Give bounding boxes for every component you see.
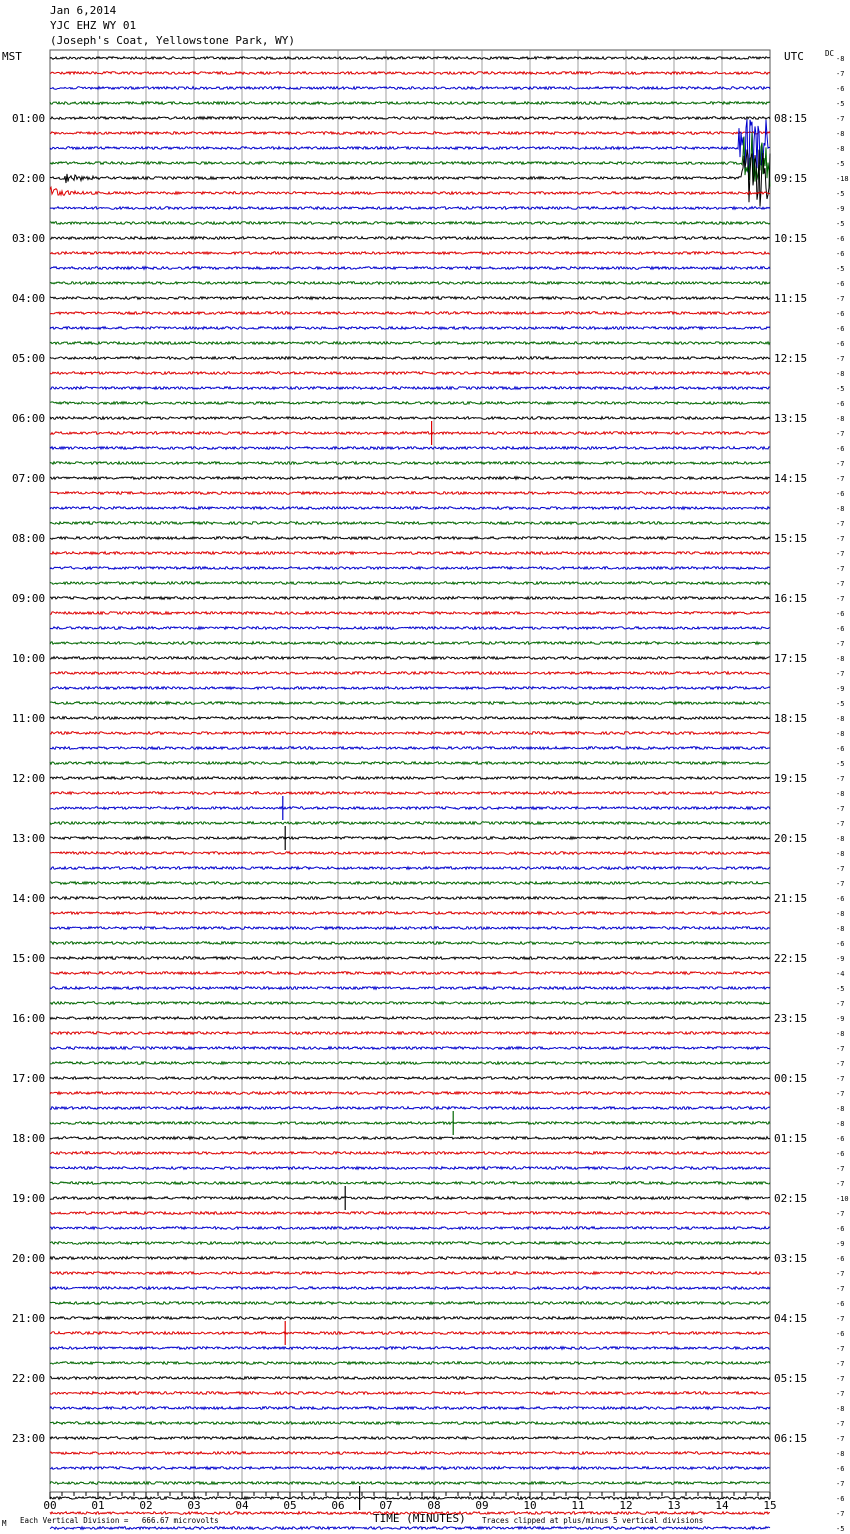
dc-offset-label: -7: [836, 70, 845, 78]
right-hour-label: 14:15: [774, 472, 808, 485]
seismic-trace: [50, 732, 770, 735]
seismic-trace: [50, 1122, 770, 1125]
dc-offset-label: -7: [836, 1075, 845, 1083]
x-tick-label: 01: [91, 1499, 105, 1512]
seismic-trace: [50, 642, 770, 645]
seismic-trace: [50, 912, 770, 915]
dc-offset-label: -7: [836, 820, 845, 828]
right-hour-label: 21:15: [774, 892, 808, 905]
seismic-trace: [50, 1137, 770, 1140]
dc-offset-label: -8: [836, 1405, 845, 1413]
left-hour-label: 23:00: [12, 1432, 46, 1445]
right-hour-label: 08:15: [774, 112, 808, 125]
seismic-trace: [50, 1437, 770, 1440]
seismic-trace: [50, 882, 770, 885]
right-hour-label: 11:15: [774, 292, 808, 305]
left-hour-label: 16:00: [12, 1012, 46, 1025]
left-hour-label: 13:00: [12, 832, 46, 845]
seismic-trace: [50, 237, 770, 240]
dc-offset-label: -7: [836, 1060, 845, 1068]
left-hour-label: 07:00: [12, 472, 46, 485]
plot-frame: [50, 50, 770, 1492]
dc-offset-label: -7: [836, 1180, 845, 1188]
x-tick-label: 12: [619, 1499, 633, 1512]
dc-offset-label: -8: [836, 1030, 845, 1038]
dc-offset-label: -8: [836, 715, 845, 723]
seismic-trace: [50, 1092, 770, 1095]
seismic-trace: [50, 1182, 770, 1185]
x-tick-label: 14: [715, 1499, 729, 1512]
seismic-trace: [50, 187, 770, 195]
seismic-trace: [50, 897, 770, 900]
right-hour-label: 12:15: [774, 352, 808, 365]
dc-offset-label: -6: [836, 235, 845, 243]
dc-offset-label: -9: [836, 1240, 845, 1248]
seismic-trace: [50, 1377, 770, 1380]
dc-offset-label: -8: [836, 850, 845, 858]
dc-offset-label: -8: [836, 655, 845, 663]
dc-offset-label: -7: [836, 475, 845, 483]
left-hour-label: 01:00: [12, 112, 46, 125]
dc-offset-label: -6: [836, 940, 845, 948]
right-hour-label: 20:15: [774, 832, 808, 845]
dc-offset-label: -6: [836, 1300, 845, 1308]
dc-offset-label: -7: [836, 565, 845, 573]
clip-note: Traces clipped at plus/minus 5 vertical divisions: [482, 1516, 704, 1525]
right-hour-label: 04:15: [774, 1312, 808, 1325]
left-hour-label: 21:00: [12, 1312, 46, 1325]
dc-offset-label: -6: [836, 625, 845, 633]
right-hour-label: 17:15: [774, 652, 808, 665]
right-hour-label: 15:15: [774, 532, 808, 545]
dc-offset-label: -6: [836, 85, 845, 93]
seismic-trace: [50, 507, 770, 510]
seismic-trace: [50, 687, 770, 690]
seismic-trace: [50, 1002, 770, 1005]
right-hour-label: 09:15: [774, 172, 808, 185]
dc-offset-label: -8: [836, 130, 845, 138]
right-timezone-label: UTC: [784, 50, 804, 63]
dc-offset-label: -6: [836, 250, 845, 258]
dc-offset-label: -7: [836, 595, 845, 603]
seismic-trace: [50, 1317, 770, 1320]
dc-offset-label: -7: [836, 1390, 845, 1398]
dc-offset-label: -6: [836, 1255, 845, 1263]
dc-offset-label: -18: [836, 175, 849, 183]
dc-offset-label: -5: [836, 985, 845, 993]
right-hour-label: 16:15: [774, 592, 808, 605]
dc-offset-label: -8: [836, 55, 845, 63]
seismic-trace: [50, 1077, 770, 1080]
left-hour-label: 06:00: [12, 412, 46, 425]
right-hour-label: 01:15: [774, 1132, 808, 1145]
dc-offset-label: -8: [836, 835, 845, 843]
dc-offset-label: -7: [836, 1360, 845, 1368]
seismic-trace: [50, 1197, 770, 1200]
dc-offset-label: -7: [836, 115, 845, 123]
left-hour-label: 12:00: [12, 772, 46, 785]
dc-offset-label: -7: [836, 640, 845, 648]
dc-offset-label: -8: [836, 370, 845, 378]
seismic-trace: [50, 1452, 770, 1455]
seismic-trace: [50, 1272, 770, 1275]
left-hour-label: 10:00: [12, 652, 46, 665]
dc-offset-label: -5: [836, 265, 845, 273]
seismic-trace: [50, 372, 770, 375]
seismic-trace: [50, 867, 770, 870]
seismic-trace: [50, 1212, 770, 1215]
x-tick-label: 02: [139, 1499, 153, 1512]
seismic-trace: [50, 1467, 770, 1470]
corner-mark: M: [2, 1519, 7, 1528]
seismic-trace: [50, 822, 770, 825]
seismic-trace: [50, 717, 770, 720]
x-tick-label: 04: [235, 1499, 249, 1512]
dc-offset-label: -8: [836, 145, 845, 153]
right-hour-label: 10:15: [774, 232, 808, 245]
seismic-trace: [50, 1392, 770, 1395]
dc-offset-label: -7: [836, 805, 845, 813]
dc-offset-label: -7: [836, 430, 845, 438]
seismic-trace: [50, 1527, 770, 1530]
right-hour-label: 05:15: [774, 1372, 808, 1385]
dc-offset-label: -7: [836, 1345, 845, 1353]
header-station: YJC EHZ WY 01: [50, 19, 137, 32]
dc-offset-label: -7: [836, 355, 845, 363]
seismic-trace: [50, 477, 770, 480]
seismic-trace: [50, 1497, 770, 1500]
seismic-trace: [50, 522, 770, 525]
dc-offset-label: -9: [836, 685, 845, 693]
dc-offset-label: -6: [836, 1465, 845, 1473]
seismic-trace: [50, 222, 770, 225]
dc-offset-label: -7: [836, 520, 845, 528]
seismic-trace: [50, 462, 770, 465]
dc-offset-label: -6: [836, 445, 845, 453]
seismic-trace: [50, 312, 770, 315]
seismic-trace: [50, 957, 770, 960]
dc-offset-label: -7: [836, 1165, 845, 1173]
seismic-trace: [50, 297, 770, 300]
dc-offset-label: -8: [836, 790, 845, 798]
dc-offset-label: -7: [836, 1285, 845, 1293]
dc-offset-label: -7: [836, 535, 845, 543]
right-hour-label: 18:15: [774, 712, 808, 725]
dc-offset-label: -6: [836, 340, 845, 348]
seismic-trace: [50, 582, 770, 585]
left-timezone-label: MST: [2, 50, 22, 63]
dc-offset-label: -7: [836, 880, 845, 888]
dc-offset-label: -8: [836, 925, 845, 933]
seismic-trace: [50, 1362, 770, 1365]
seismic-trace: [50, 762, 770, 765]
seismic-trace: [50, 1047, 770, 1050]
seismic-trace: [50, 837, 770, 840]
seismic-trace: [50, 387, 770, 390]
dc-offset-label: -5: [836, 220, 845, 228]
dc-offset-label: -7: [836, 1315, 845, 1323]
dc-offset-label: -5: [836, 700, 845, 708]
dc-offset-label: -5: [836, 1525, 845, 1533]
seismic-trace: [50, 87, 770, 90]
seismic-trace: [50, 102, 770, 105]
dc-offset-label: -8: [836, 1120, 845, 1128]
dc-label: DC: [825, 49, 835, 58]
seismic-trace: [50, 987, 770, 990]
seismic-trace: [50, 252, 770, 255]
right-hour-label: 22:15: [774, 952, 808, 965]
dc-offset-label: -8: [836, 1450, 845, 1458]
seismic-trace: [50, 117, 770, 120]
seismic-trace: [50, 807, 770, 810]
dc-offset-label: -7: [836, 1480, 845, 1488]
dc-offset-label: -6: [836, 490, 845, 498]
header-date: Jan 6,2014: [50, 4, 117, 17]
seismic-trace: [50, 447, 770, 450]
seismic-trace: [50, 972, 770, 975]
seismic-trace: [50, 567, 770, 570]
dc-offset-label: -6: [836, 1330, 845, 1338]
dc-offset-label: -8: [836, 1105, 845, 1113]
seismic-trace: [50, 492, 770, 495]
dc-offset-label: -9: [836, 1015, 845, 1023]
seismic-trace: [50, 852, 770, 855]
dc-offset-label: -7: [836, 1420, 845, 1428]
x-axis-label: TIME (MINUTES): [373, 1512, 466, 1525]
dc-offset-label: -7: [836, 1510, 845, 1518]
left-hour-label: 14:00: [12, 892, 46, 905]
left-hour-label: 15:00: [12, 952, 46, 965]
left-hour-label: 17:00: [12, 1072, 46, 1085]
seismic-trace: [50, 357, 770, 360]
left-hour-label: 22:00: [12, 1372, 46, 1385]
right-hour-label: 06:15: [774, 1432, 808, 1445]
x-tick-label: 05: [283, 1499, 297, 1512]
seismic-trace: [50, 1032, 770, 1035]
dc-offset-label: -7: [836, 865, 845, 873]
left-hour-label: 03:00: [12, 232, 46, 245]
dc-offset-label: -6: [836, 280, 845, 288]
seismic-trace: [50, 597, 770, 600]
seismic-trace: [50, 282, 770, 285]
seismic-trace: [50, 927, 770, 930]
right-hour-label: 02:15: [774, 1192, 808, 1205]
x-tick-label: 11: [571, 1499, 585, 1512]
left-hour-label: 05:00: [12, 352, 46, 365]
seismic-trace: [50, 612, 770, 615]
dc-offset-label: -4: [836, 970, 845, 978]
seismic-trace: [50, 327, 770, 330]
seismic-trace: [50, 432, 770, 435]
dc-offset-label: -7: [836, 460, 845, 468]
dc-offset-label: -6: [836, 1225, 845, 1233]
x-tick-label: 08: [427, 1499, 441, 1512]
seismic-trace: [50, 1287, 770, 1290]
dc-offset-label: -6: [836, 610, 845, 618]
dc-offset-label: -10: [836, 1195, 849, 1203]
left-hour-label: 04:00: [12, 292, 46, 305]
dc-offset-label: -7: [836, 1270, 845, 1278]
seismic-trace: [50, 1407, 770, 1410]
header-location: (Joseph's Coat, Yellowstone Park, WY): [50, 34, 296, 47]
seismic-trace: [50, 1227, 770, 1230]
dc-offset-label: -7: [836, 775, 845, 783]
dc-offset-label: -6: [836, 1150, 845, 1158]
dc-offset-label: -6: [836, 1135, 845, 1143]
dc-offset-label: -6: [836, 310, 845, 318]
dc-offset-label: -8: [836, 505, 845, 513]
seismic-trace: [50, 747, 770, 750]
dc-offset-label: -5: [836, 385, 845, 393]
seismic-trace: [50, 207, 770, 210]
dc-offset-label: -8: [836, 415, 845, 423]
left-hour-label: 11:00: [12, 712, 46, 725]
dc-offset-label: -7: [836, 580, 845, 588]
seismic-trace: [50, 627, 770, 630]
seismic-trace: [50, 657, 770, 660]
dc-offset-label: -6: [836, 1495, 845, 1503]
seismic-trace: [50, 417, 770, 420]
dc-offset-label: -9: [836, 205, 845, 213]
dc-offset-label: -6: [836, 895, 845, 903]
x-tick-label: 00: [43, 1499, 57, 1512]
seismic-trace: [50, 72, 770, 75]
x-tick-label: 15: [763, 1499, 777, 1512]
seismic-trace: [50, 777, 770, 780]
left-hour-label: 08:00: [12, 532, 46, 545]
dc-offset-label: -7: [836, 1045, 845, 1053]
seismic-trace: [50, 1257, 770, 1260]
dc-offset-label: -7: [836, 550, 845, 558]
dc-offset-label: -9: [836, 955, 845, 963]
dc-offset-label: -6: [836, 325, 845, 333]
seismic-trace: [50, 1482, 770, 1485]
right-hour-label: 19:15: [774, 772, 808, 785]
seismic-trace: [50, 1302, 770, 1305]
dc-offset-label: -5: [836, 760, 845, 768]
left-hour-label: 09:00: [12, 592, 46, 605]
x-tick-label: 07: [379, 1499, 393, 1512]
dc-offset-label: -5: [836, 190, 845, 198]
seismic-trace: [50, 792, 770, 795]
right-hour-label: 03:15: [774, 1252, 808, 1265]
right-hour-label: 00:15: [774, 1072, 808, 1085]
seismic-trace: [50, 132, 770, 135]
dc-offset-label: -6: [836, 745, 845, 753]
seismic-trace: [50, 552, 770, 555]
seismic-trace: [50, 1347, 770, 1350]
seismic-trace: [50, 57, 770, 60]
vertical-division-note: Each Vertical Division = 666.67 microvolts: [20, 1516, 219, 1525]
dc-offset-label: -7: [836, 1210, 845, 1218]
seismic-trace: [50, 942, 770, 945]
x-tick-label: 10: [523, 1499, 537, 1512]
seismic-trace: [50, 1107, 770, 1110]
seismic-trace: [50, 672, 770, 675]
dc-offset-label: -7: [836, 1435, 845, 1443]
x-tick-label: 13: [667, 1499, 681, 1512]
seismic-trace: [50, 1242, 770, 1245]
x-tick-label: 03: [187, 1499, 201, 1512]
dc-offset-label: -5: [836, 100, 845, 108]
right-hour-label: 13:15: [774, 412, 808, 425]
seismic-trace: [50, 402, 770, 405]
left-hour-label: 02:00: [12, 172, 46, 185]
dc-offset-label: -5: [836, 160, 845, 168]
left-hour-label: 18:00: [12, 1132, 46, 1145]
dc-offset-label: -7: [836, 1090, 845, 1098]
dc-offset-label: -6: [836, 400, 845, 408]
x-tick-label: 06: [331, 1499, 345, 1512]
seismic-trace: [50, 1332, 770, 1335]
dc-offset-label: -7: [836, 295, 845, 303]
dc-offset-label: -8: [836, 910, 845, 918]
x-tick-label: 09: [475, 1499, 489, 1512]
seismic-trace: [50, 150, 770, 207]
seismic-trace: [50, 1167, 770, 1170]
left-hour-label: 19:00: [12, 1192, 46, 1205]
dc-offset-label: -8: [836, 730, 845, 738]
seismic-trace: [50, 267, 770, 270]
seismic-trace: [50, 342, 770, 345]
dc-offset-label: -7: [836, 1000, 845, 1008]
seismic-trace: [50, 1422, 770, 1425]
seismic-trace: [50, 1062, 770, 1065]
seismic-trace: [50, 1152, 770, 1155]
dc-offset-label: -7: [836, 670, 845, 678]
dc-offset-label: -7: [836, 1375, 845, 1383]
left-hour-label: 20:00: [12, 1252, 46, 1265]
seismic-trace: [50, 537, 770, 540]
right-hour-label: 23:15: [774, 1012, 808, 1025]
seismic-trace: [50, 1017, 770, 1020]
seismic-trace: [50, 702, 770, 705]
